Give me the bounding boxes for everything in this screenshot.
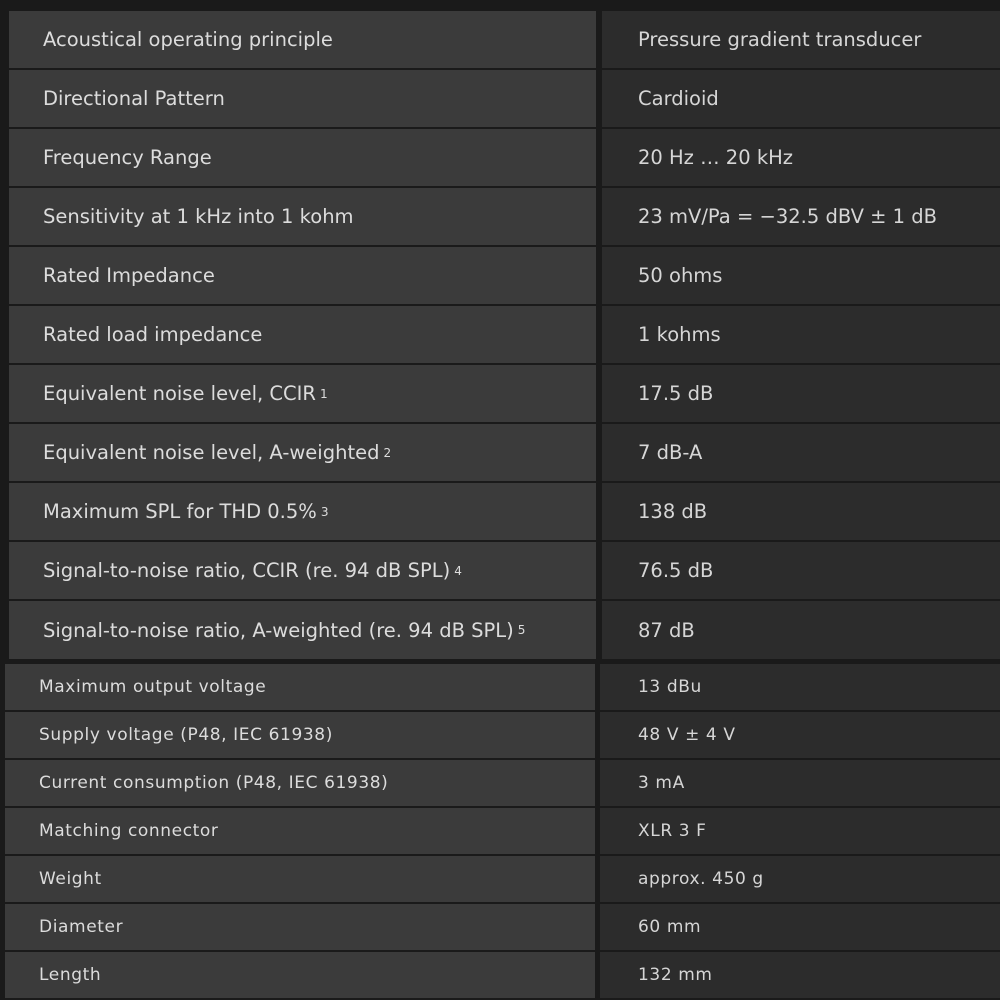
spec-row-noise-level-a-weighted: [0, 424, 1000, 481]
spec-value: 60 mm: [600, 904, 1000, 950]
spec-row-acoustical-operating-principle: [0, 11, 1000, 68]
spec-value: 3 mA: [600, 760, 1000, 806]
spec-row-snr-a-weighted: [0, 601, 1000, 659]
spec-label: Matching connector: [5, 808, 595, 854]
spec-value: 7 dB-A: [602, 424, 1000, 481]
spec-label: Equivalent noise level, A-weighted 2: [9, 424, 596, 481]
spec-row-maximum-spl: [0, 483, 1000, 540]
spec-row-current-consumption: [0, 760, 1000, 806]
spec-row-matching-connector: [0, 808, 1000, 854]
spec-row-noise-level-ccir: [0, 365, 1000, 422]
spec-row-sensitivity: [0, 188, 1000, 245]
spec-label: Signal-to-noise ratio, A-weighted (re. 94 dB SPL) 5: [9, 601, 596, 659]
spec-value: 13 dBu: [600, 664, 1000, 710]
spec-label: Signal-to-noise ratio, CCIR (re. 94 dB SPL) 4: [9, 542, 596, 599]
spec-value: 1 kohms: [602, 306, 1000, 363]
spec-label: Maximum SPL for THD 0.5% 3: [9, 483, 596, 540]
spec-label: Supply voltage (P48, IEC 61938): [5, 712, 595, 758]
spec-label: Equivalent noise level, CCIR 1: [9, 365, 596, 422]
spec-label: Acoustical operating principle: [9, 11, 596, 68]
spec-label: Frequency Range: [9, 129, 596, 186]
spec-row-weight: [0, 856, 1000, 902]
spec-row-length: [0, 952, 1000, 998]
spec-row-directional-pattern: [0, 70, 1000, 127]
spec-value: 50 ohms: [602, 247, 1000, 304]
spec-label: Diameter: [5, 904, 595, 950]
spec-label: Weight: [5, 856, 595, 902]
spec-value: 20 Hz … 20 kHz: [602, 129, 1000, 186]
spec-row-rated-impedance: [0, 247, 1000, 304]
spec-value: 48 V ± 4 V: [600, 712, 1000, 758]
spec-value: 23 mV/Pa = −32.5 dBV ± 1 dB: [602, 188, 1000, 245]
spec-label: Current consumption (P48, IEC 61938): [5, 760, 595, 806]
spec-label: Sensitivity at 1 kHz into 1 kohm: [9, 188, 596, 245]
spec-value: 87 dB: [602, 601, 1000, 659]
spec-value: approx. 450 g: [600, 856, 1000, 902]
spec-label: Maximum output voltage: [5, 664, 595, 710]
spec-value: Cardioid: [602, 70, 1000, 127]
spec-label: Length: [5, 952, 595, 998]
spec-value: 138 dB: [602, 483, 1000, 540]
spec-row-supply-voltage: [0, 712, 1000, 758]
spec-value: XLR 3 F: [600, 808, 1000, 854]
spec-label: Directional Pattern: [9, 70, 596, 127]
spec-label: Rated load impedance: [9, 306, 596, 363]
spec-label: Rated Impedance: [9, 247, 596, 304]
spec-row-snr-ccir: [0, 542, 1000, 599]
spec-value: 76.5 dB: [602, 542, 1000, 599]
spec-value: 132 mm: [600, 952, 1000, 998]
spec-value: 17.5 dB: [602, 365, 1000, 422]
spec-row-rated-load-impedance: [0, 306, 1000, 363]
spec-row-maximum-output-voltage: [0, 664, 1000, 710]
spec-value: Pressure gradient transducer: [602, 11, 1000, 68]
spec-row-diameter: [0, 904, 1000, 950]
spec-row-frequency-range: [0, 129, 1000, 186]
